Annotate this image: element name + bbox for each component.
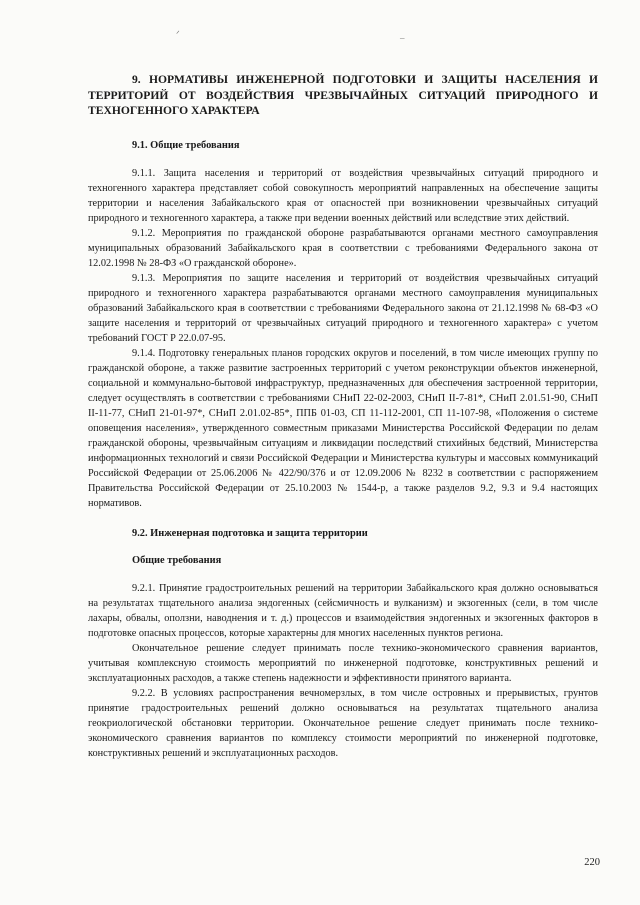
page-content xyxy=(88,72,598,761)
paragraph: 9.2.2. В условиях распространения вечномерзлых, в том числе островных и прерывистых, грунтов принятие градостроительных решений должно основываться на результатах тщательного анализа геокриологической обстановки территории. Окончательное решение следует принимать после технико-экономического сравнения вариантов по комплексу стоимости мероприятий по инженерной подготовке, конструктивных решений и эксплуатационных расходов. xyxy=(88,687,598,759)
paragraph: 9.1.1. Защита населения и территорий от воздействия чрезвычайных ситуаций природного и техногенного характера представляет собой совокупность мероприятий направленных на обеспечение защиты территории и населения Забайкальского края от опасностей при возникновении чрезвычайных ситуаций природного и техногенного характера, а также при ведении военных действий или вследствие этих действий. xyxy=(88,167,598,224)
section-title: 9.2. Инженерная подготовка и защита территории xyxy=(132,527,368,539)
paragraph: 9.1.3. Мероприятия по защите населения и территорий от воздействия чрезвычайных ситуаций природного и техногенного характера разрабатываются органами местного самоуправления муниципальных образований Забайкальского края в соответствии с требованиями Федерального закона от 21.12.1998 № 68-ФЗ «О защите населения и территорий от чрезвычайных ситуаций природного и техногенного характера» с учетом требований ГОСТ Р 22.0.07-95. xyxy=(88,272,598,344)
paragraph: 9.1.2. Мероприятия по гражданской обороне разрабатываются органами местного самоуправления муниципальных образований Забайкальского края в соответствии с требованиями Федерального закона от 12.02.1998 № 28-ФЗ «О гражданской обороне». xyxy=(88,227,598,269)
section-title: 9.1. Общие требования xyxy=(132,139,240,151)
paragraph: Окончательное решение следует принимать после технико-экономического сравнения вариантов, учитывая комплексную стоимость мероприятий по инженерной подготовке, конструктивных решений и эксплуатационных расходов, а также степень надежности и эффективности принятого варианта. xyxy=(88,642,598,684)
subsection-title: Общие требования xyxy=(132,554,222,566)
paragraph: 9.2.1. Принятие градостроительных решений на территории Забайкальского края должно основываться на результатах тщательного анализа эндогенных (сейсмичность и вулканизм) и экзогенных (сели, в том числе лахары, обвалы, оползни, наводнения и т. д.) процессов и взаимодействия эндогенных и экзогенных факторов в подготовке опасных процессов, которые характерны для многих населенных пунктов региона. xyxy=(88,582,598,639)
scan-speck: ᐟ xyxy=(176,29,180,39)
page-number: 220 xyxy=(584,857,600,868)
paragraph: 9.1.4. Подготовку генеральных планов городских округов и поселений, в том числе имеющих группу по гражданской обороне, а также развитие застроенных территорий с учетом реконструкции объектов инженерной, социальной и коммунально-бытовой инфраструктур, предназначенных для обеспечения застроенной территории, следует осуществлять в соответствии с требованиями СНиП 22-02-2003, СНиП II-7-81*, СНиП 2.01.51-90, СНиП II-11-77, СНиП 21-01-97*, СНиП 2.01.02-85*, ППБ 01-03, СП 11-112-2001, СП 11-107-98, «Положения о системе оповещения населения», утвержденного совместным приказами Министерства Российской Федерации по делам гражданской обороны, чрезвычайным ситуациям и ликвидации последствий стихийных бедствий, Министерства информационных технологий и связи Российской Федерации и Министерства культуры и массовых коммуникаций Российской Федерации от 25.06.2006 № 422/90/376 и от 12.09.2006 № 8232 в соответствии с распоряжением Правительства Российской Федерации от 25.10.2003 № 1544-р, а также разделов 9.2, 9.3 и 9.4 настоящих нормативов. xyxy=(88,347,598,509)
scan-speck: – xyxy=(400,33,405,43)
chapter-title: 9. НОРМАТИВЫ ИНЖЕНЕРНОЙ ПОДГОТОВКИ И ЗАЩИТЫ НАСЕЛЕНИЯ И ТЕРРИТОРИЙ ОТ ВОЗДЕЙСТВИЯ ЧРЕЗВЫЧАЙНЫХ СИТУАЦИЙ ПРИРОДНОГО И ТЕХНОГЕННОГО ХАРАКТЕРА xyxy=(88,73,598,117)
